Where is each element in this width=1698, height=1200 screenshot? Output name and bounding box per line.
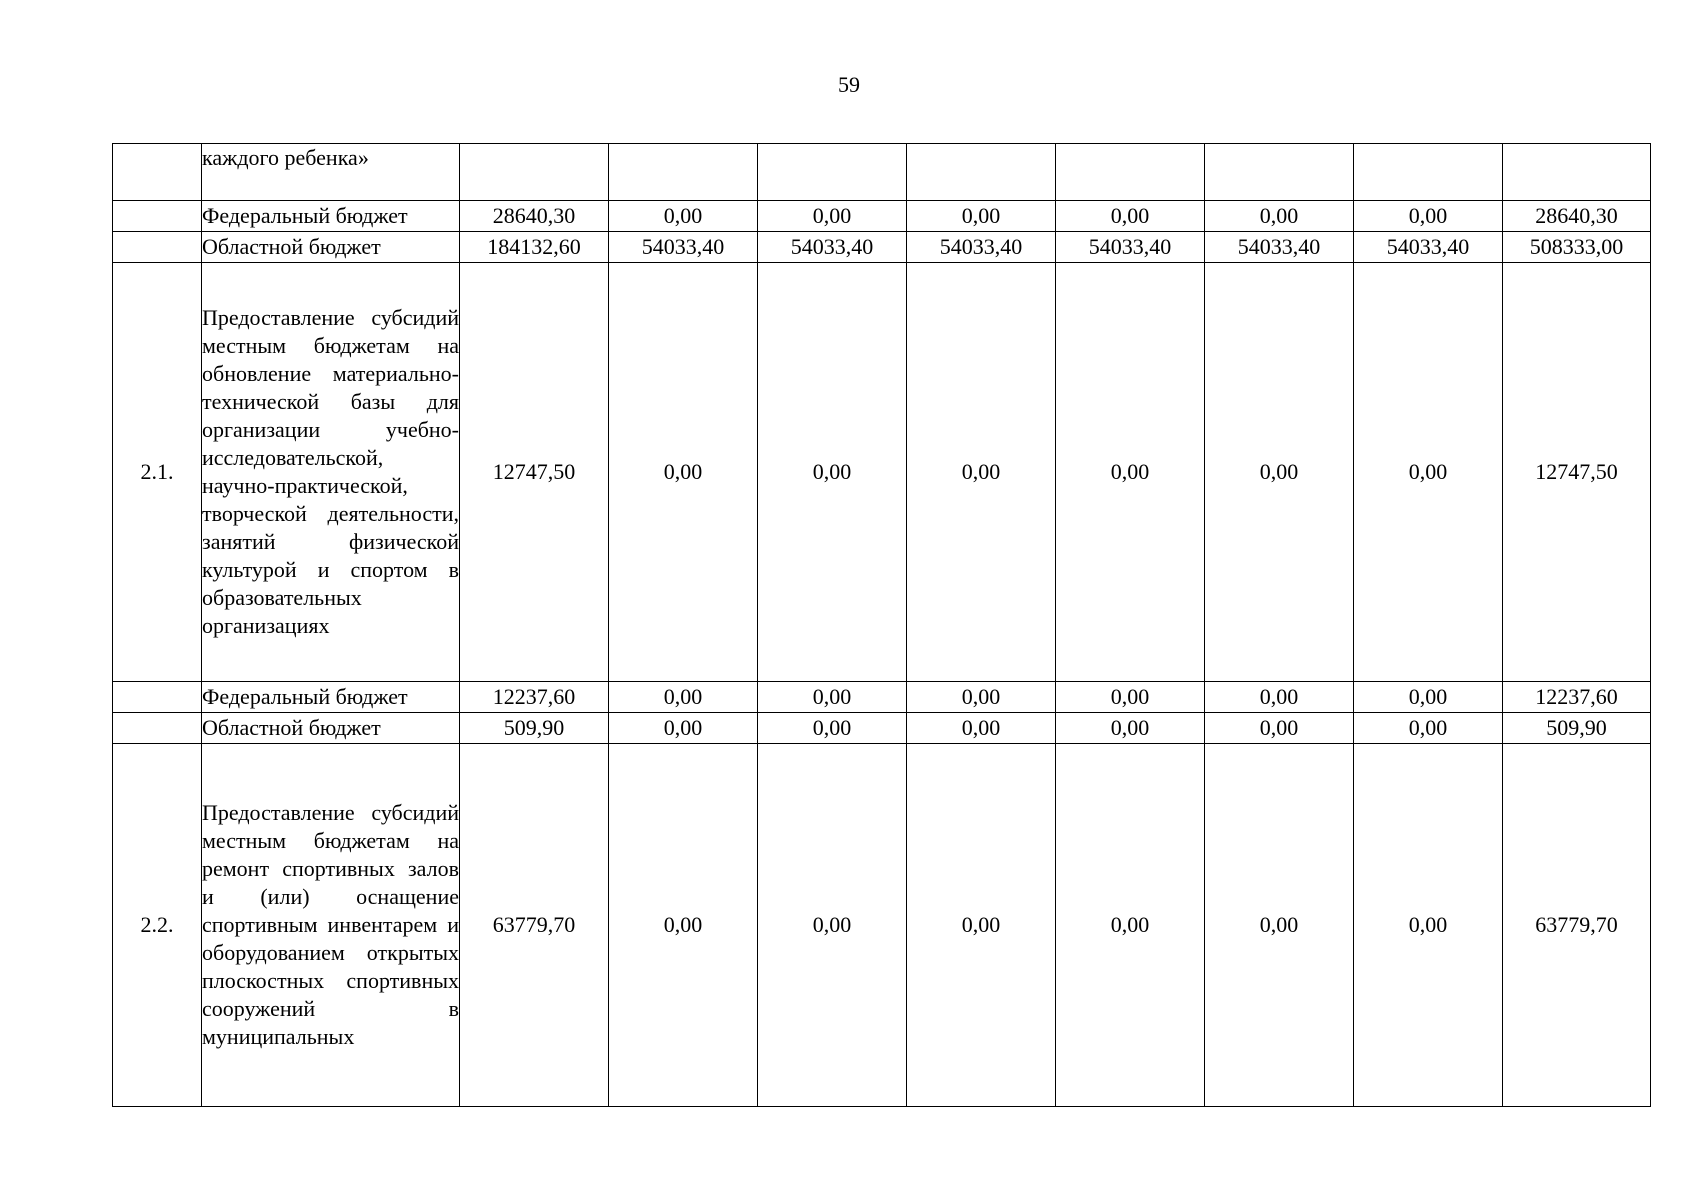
value-cell: 0,00: [609, 263, 758, 682]
value-cell: [1503, 144, 1651, 201]
value-cell: 0,00: [758, 713, 907, 744]
value-cell: 0,00: [758, 744, 907, 1107]
row-description: Федеральный бюджет: [202, 682, 460, 713]
value-cell: 54033,40: [1056, 232, 1205, 263]
table-row: [113, 232, 1651, 263]
row-number: [113, 201, 202, 232]
value-cell: 0,00: [1354, 713, 1503, 744]
value-cell: 0,00: [907, 263, 1056, 682]
table-row: [113, 744, 1651, 1107]
row-number: [113, 713, 202, 744]
value-cell: [1354, 144, 1503, 201]
value-cell: 0,00: [1205, 201, 1354, 232]
value-cell: 12237,60: [1503, 682, 1651, 713]
value-cell: 0,00: [758, 682, 907, 713]
value-cell: 12237,60: [460, 682, 609, 713]
value-cell: 54033,40: [1354, 232, 1503, 263]
value-cell: 0,00: [1056, 713, 1205, 744]
value-cell: 0,00: [1354, 263, 1503, 682]
table-row: [113, 682, 1651, 713]
value-cell: 0,00: [1056, 263, 1205, 682]
row-number: [113, 144, 202, 201]
value-cell: 0,00: [1205, 682, 1354, 713]
row-description: каждого ребенка»: [202, 144, 460, 201]
value-cell: 0,00: [609, 744, 758, 1107]
budget-table: [112, 143, 1651, 1107]
row-description: Федеральный бюджет: [202, 201, 460, 232]
value-cell: [1056, 144, 1205, 201]
value-cell: 63779,70: [460, 744, 609, 1107]
value-cell: 12747,50: [1503, 263, 1651, 682]
value-cell: [758, 144, 907, 201]
row-description: Предоставление субсидий местным бюджетам на обновление материально-технической базы для организации учебно-исследовательской, научно-практической, творческой деятельности, занятий физической культурой и спортом в образовательных организациях: [202, 263, 460, 682]
row-number: [113, 232, 202, 263]
value-cell: 0,00: [1056, 201, 1205, 232]
value-cell: 0,00: [907, 682, 1056, 713]
value-cell: 12747,50: [460, 263, 609, 682]
value-cell: 0,00: [1056, 682, 1205, 713]
row-number: 2.2.: [113, 744, 202, 1107]
value-cell: 0,00: [1205, 713, 1354, 744]
value-cell: [907, 144, 1056, 201]
value-cell: 28640,30: [1503, 201, 1651, 232]
value-cell: 54033,40: [1205, 232, 1354, 263]
table-row: [113, 263, 1651, 682]
value-cell: 0,00: [1354, 682, 1503, 713]
table-row: [113, 201, 1651, 232]
value-cell: 0,00: [1056, 744, 1205, 1107]
value-cell: 0,00: [758, 263, 907, 682]
row-number: [113, 682, 202, 713]
value-cell: 54033,40: [758, 232, 907, 263]
row-description: Областной бюджет: [202, 232, 460, 263]
value-cell: 54033,40: [907, 232, 1056, 263]
value-cell: 509,90: [460, 713, 609, 744]
value-cell: 63779,70: [1503, 744, 1651, 1107]
value-cell: [609, 144, 758, 201]
row-description: Областной бюджет: [202, 713, 460, 744]
value-cell: 0,00: [609, 713, 758, 744]
value-cell: 0,00: [1205, 263, 1354, 682]
value-cell: 28640,30: [460, 201, 609, 232]
value-cell: 0,00: [1354, 744, 1503, 1107]
value-cell: 0,00: [1354, 201, 1503, 232]
value-cell: 0,00: [609, 682, 758, 713]
row-description: Предоставление субсидий местным бюджетам на ремонт спортивных залов и (или) оснащение спортивным инвентарем и оборудованием открытых плоскостных спортивных сооружений в муниципальных: [202, 744, 460, 1107]
value-cell: 54033,40: [609, 232, 758, 263]
value-cell: 509,90: [1503, 713, 1651, 744]
value-cell: [1205, 144, 1354, 201]
value-cell: 0,00: [907, 744, 1056, 1107]
row-number: 2.1.: [113, 263, 202, 682]
value-cell: 0,00: [758, 201, 907, 232]
value-cell: 0,00: [1205, 744, 1354, 1107]
table-row: [113, 144, 1651, 201]
value-cell: 0,00: [907, 201, 1056, 232]
table-row: [113, 713, 1651, 744]
page-number: 59: [838, 72, 860, 97]
value-cell: 508333,00: [1503, 232, 1651, 263]
value-cell: 184132,60: [460, 232, 609, 263]
value-cell: 0,00: [907, 713, 1056, 744]
value-cell: 0,00: [609, 201, 758, 232]
value-cell: [460, 144, 609, 201]
